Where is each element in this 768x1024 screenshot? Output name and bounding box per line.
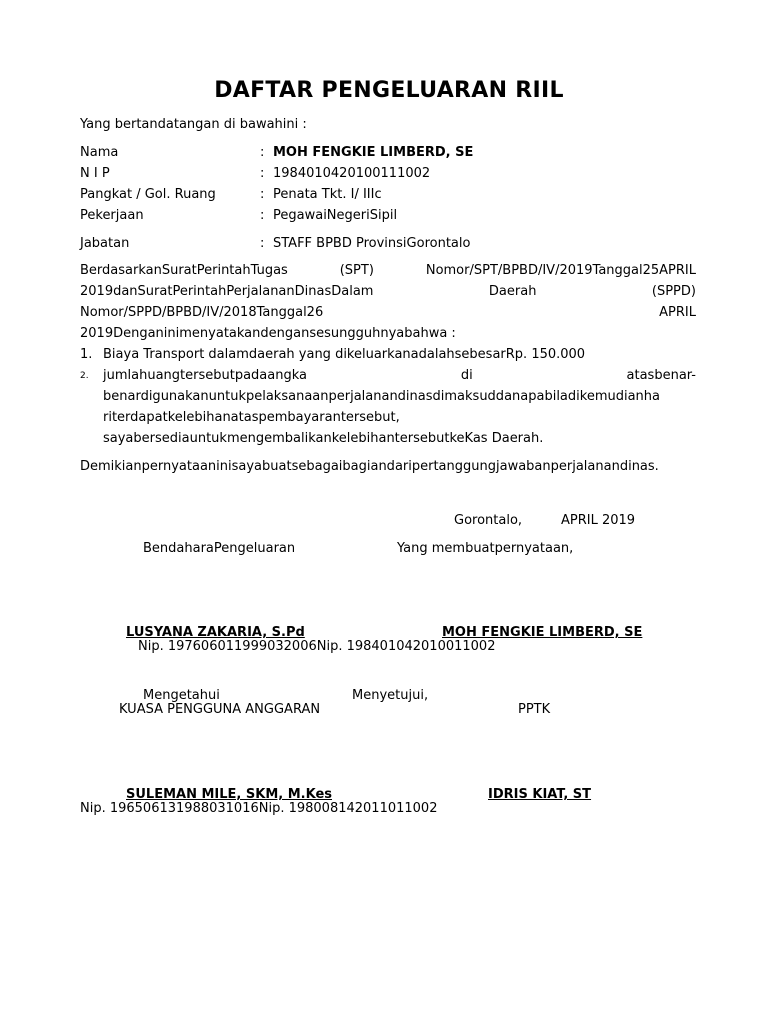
- signatory-name-pptk: IDRIS KIAT, ST: [488, 787, 592, 802]
- paragraph-line: 2019Denganinimenyatakandengansesungguhnyabahwa :: [80, 326, 456, 341]
- paragraph-word: Daerah: [488, 284, 537, 299]
- field-colon: :: [260, 166, 265, 181]
- date-text: APRIL 2019: [561, 513, 636, 528]
- field-colon: :: [260, 187, 265, 202]
- field-label-nama: Nama: [80, 145, 119, 160]
- nip-line: Nip. 196506131988031016Nip. 198008142011011002: [80, 801, 438, 816]
- list-item-line: riterdapatkelebihanataspembayarantersebut,: [103, 410, 400, 425]
- field-value-pekerjaan: PegawaiNegeriSipil: [273, 208, 398, 223]
- list-item-line: sayabersediauntukmengembalikankelebihantersebutkeKas Daerah.: [103, 431, 544, 446]
- place-text: Gorontalo,: [454, 513, 523, 528]
- paragraph-line: [80, 285, 696, 298]
- paragraph-word: (SPT): [339, 263, 374, 278]
- paragraph-line: [80, 306, 696, 319]
- signatory-name-kpa: SULEMAN MILE, SKM, M.Kes: [126, 787, 333, 802]
- closing-statement: Demikianpernyataaninisayabuatsebagaibagiandaripertanggungjawabanperjalanandinas.: [80, 459, 659, 474]
- paragraph-word: BerdasarkanSuratPerintahTugas: [80, 263, 288, 278]
- field-label-nip: N I P: [80, 166, 110, 181]
- field-value-jabatan: STAFF BPBD ProvinsiGorontalo: [273, 236, 471, 251]
- list-item-word: di: [460, 368, 473, 383]
- intro-text: Yang bertandatangan di bawahini :: [80, 117, 307, 132]
- list-item-word: atasbenar-: [626, 368, 696, 383]
- field-value-pangkat: Penata Tkt. I/ IIIc: [273, 187, 382, 202]
- field-value-nama: MOH FENGKIE LIMBERD, SE: [273, 145, 474, 160]
- field-value-nip: 198401042010011100​2: [273, 166, 431, 181]
- role-pptk: PPTK: [518, 702, 551, 717]
- list-number: 1.: [80, 347, 93, 362]
- field-colon: :: [260, 236, 265, 251]
- signatory-name-pembuat: MOH FENGKIE LIMBERD, SE: [442, 625, 643, 640]
- role-kpa: KUASA PENGGUNA ANGGARAN: [119, 702, 321, 717]
- list-item-transport: Biaya Transport dalamdaerah yang dikeluarkanadalahsebesarRp. 150.000: [103, 347, 586, 362]
- list-item-word: jumlahuangtersebutpadaangka: [103, 368, 307, 383]
- paragraph-word: 2019danSuratPerintahPerjalananDinasDalam: [80, 284, 374, 299]
- field-label-jabatan: Jabatan: [80, 236, 130, 251]
- list-item-line: [103, 369, 696, 382]
- field-colon: :: [260, 208, 265, 223]
- field-colon: :: [260, 145, 265, 160]
- paragraph-line: [80, 264, 696, 277]
- signatory-name-bendahara: LUSYANA ZAKARIA, S.Pd: [126, 625, 305, 640]
- nip-line: Nip. 197606011999032006Nip. 198401042010011002: [138, 639, 496, 654]
- mengetahui-text: Mengetahui: [143, 688, 220, 703]
- list-number: 2.: [80, 371, 89, 381]
- role-pembuat: Yang membuatpernyataan,: [397, 541, 574, 556]
- paragraph-word: Nomor/SPT/BPBD/IV/2019Tanggal25APRIL: [425, 263, 696, 278]
- field-label-pangkat: Pangkat / Gol. Ruang: [80, 187, 216, 202]
- document-title: DAFTAR PENGELUARAN RIIL: [214, 78, 564, 103]
- paragraph-word: APRIL: [659, 305, 696, 320]
- paragraph-word: (SPPD): [651, 284, 696, 299]
- role-bendahara: BendaharaPengeluaran: [143, 541, 296, 556]
- menyetujui-text: Menyetujui,: [352, 688, 429, 703]
- field-label-pekerjaan: Pekerjaan: [80, 208, 144, 223]
- paragraph-word: Nomor/SPPD/BPBD/IV/2018Tanggal26: [80, 305, 324, 320]
- list-item-line: benardigunakanuntukpelaksanaanperjalanandinasdimaksuddanapabiladikemudianha: [103, 389, 661, 404]
